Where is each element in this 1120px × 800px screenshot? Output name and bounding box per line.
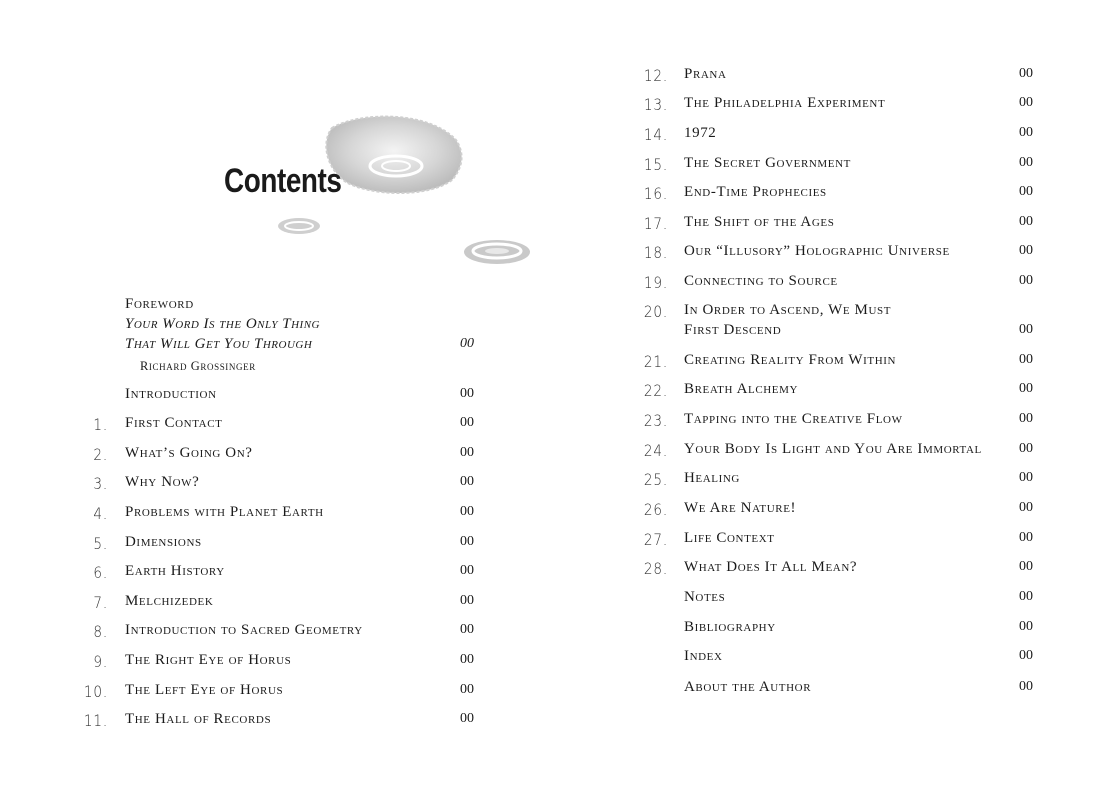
chapter-number: 4. xyxy=(93,504,108,523)
chapter-number: 6. xyxy=(93,563,108,582)
foreword-subtitle-line1: Your Word Is the Only Thing xyxy=(125,316,320,332)
page-number: 00 xyxy=(1019,619,1033,634)
page-number: 00 xyxy=(1019,273,1033,288)
chapter-title: Introduction xyxy=(125,386,217,402)
chapter-number: 27. xyxy=(643,530,668,549)
toc-entry xyxy=(560,184,1120,212)
page-number: 00 xyxy=(1019,381,1033,396)
page-number: 00 xyxy=(460,593,474,608)
chapter-number: 24. xyxy=(643,441,668,460)
chapter-number: 12. xyxy=(643,66,668,85)
chapter-title: First Contact xyxy=(125,415,223,431)
toc-entry xyxy=(560,500,1120,528)
chapter-title: Healing xyxy=(684,470,740,486)
toc-entry xyxy=(560,243,1120,271)
toc-entry xyxy=(560,648,1120,676)
page-number: 00 xyxy=(1019,470,1033,485)
page-number: 00 xyxy=(1019,352,1033,367)
chapter-number: 1. xyxy=(93,415,108,434)
chapter-number: 8. xyxy=(93,622,108,641)
toc-entry xyxy=(0,386,560,414)
chapter-number: 17. xyxy=(643,214,668,233)
chapter-title: The Secret Government xyxy=(684,155,851,171)
page-number: 00 xyxy=(460,682,474,697)
page-number: 00 xyxy=(460,622,474,637)
page-number: 00 xyxy=(460,386,474,401)
chapter-title: Tapping into the Creative Flow xyxy=(684,411,903,427)
chapter-number: 2. xyxy=(93,445,108,464)
chapter-title: Earth History xyxy=(125,563,225,579)
toc-entry xyxy=(560,352,1120,380)
page-number: 00 xyxy=(460,445,474,460)
toc-entry xyxy=(560,530,1120,558)
toc-entry xyxy=(0,563,560,591)
toc-entry xyxy=(560,95,1120,123)
chapter-number: 16. xyxy=(643,184,668,203)
right-page xyxy=(560,0,1120,800)
chapter-title: In Order to Ascend, We Must xyxy=(684,302,892,318)
chapter-title: Index xyxy=(684,648,723,664)
ufo-saucer-icon xyxy=(462,236,532,268)
chapter-title: The Philadelphia Experiment xyxy=(684,95,886,111)
chapter-number: 25. xyxy=(643,470,668,489)
chapter-title: The Right Eye of Horus xyxy=(125,652,292,668)
page-number: 00 xyxy=(1019,411,1033,426)
toc-entry xyxy=(560,125,1120,153)
page-number: 00 xyxy=(460,504,474,519)
chapter-number: 3. xyxy=(93,474,108,493)
page-number: 00 xyxy=(1019,530,1033,545)
chapter-title: The Left Eye of Horus xyxy=(125,682,284,698)
chapter-title: Bibliography xyxy=(684,619,776,635)
chapter-number: 5. xyxy=(93,534,108,553)
chapter-number: 14. xyxy=(643,125,668,144)
page-number: 00 xyxy=(1019,441,1033,456)
page-number: 00 xyxy=(1019,648,1033,663)
toc-entry xyxy=(0,474,560,502)
page-number: 00 xyxy=(1019,184,1033,199)
chapter-title: Life Context xyxy=(684,530,775,546)
chapter-title: Dimensions xyxy=(125,534,202,550)
page-number: 00 xyxy=(1019,322,1033,337)
chapter-number: 28. xyxy=(643,559,668,578)
toc-entry xyxy=(0,415,560,443)
page-number: 00 xyxy=(1019,500,1033,515)
page-number: 00 xyxy=(1019,155,1033,170)
page-title: Contents xyxy=(224,162,342,200)
page-number: 00 xyxy=(1019,589,1033,604)
foreword-author: Richard Grossinger xyxy=(140,359,256,373)
chapter-number: 23. xyxy=(643,411,668,430)
chapter-title: Problems with Planet Earth xyxy=(125,504,324,520)
toc-entry xyxy=(560,559,1120,587)
page-number: 00 xyxy=(460,563,474,578)
toc-entry xyxy=(0,682,560,710)
chapter-number: 7. xyxy=(93,593,108,612)
chapter-title: Notes xyxy=(684,589,726,605)
chapter-title-line2: First Descend xyxy=(684,322,782,338)
chapter-number: 13. xyxy=(643,95,668,114)
chapter-title: Creating Reality From Within xyxy=(684,352,897,368)
chapter-title: Connecting to Source xyxy=(684,273,838,289)
toc-entry xyxy=(0,622,560,650)
chapter-title: About the Author xyxy=(684,679,812,695)
chapter-title: What’s Going On? xyxy=(125,445,253,461)
toc-entry xyxy=(560,214,1120,242)
chapter-number: 22. xyxy=(643,381,668,400)
chapter-number: 20. xyxy=(643,302,668,321)
page-number: 00 xyxy=(460,711,474,726)
chapter-title: The Hall of Records xyxy=(125,711,272,727)
chapter-number: 21. xyxy=(643,352,668,371)
page-number: 00 xyxy=(1019,214,1033,229)
page-number: 00 xyxy=(460,652,474,667)
page-number: 00 xyxy=(460,474,474,489)
toc-entry xyxy=(0,593,560,621)
toc-entry xyxy=(560,155,1120,183)
chapter-title: Your Body Is Light and You Are Immortal xyxy=(684,441,982,457)
page-number: 00 xyxy=(1019,95,1033,110)
chapter-number: 15. xyxy=(643,155,668,174)
chapter-title: The Shift of the Ages xyxy=(684,214,835,230)
page-number: 00 xyxy=(1019,66,1033,81)
chapter-number: 10. xyxy=(83,682,108,701)
toc-entry xyxy=(0,534,560,562)
toc-entry xyxy=(560,302,1120,350)
toc-entry xyxy=(560,381,1120,409)
ufo-saucer-icon xyxy=(276,214,322,238)
chapter-title: Our “Illusory” Holographic Universe xyxy=(684,243,950,259)
toc-entry xyxy=(560,66,1120,94)
chapter-title: Breath Alchemy xyxy=(684,381,799,397)
page-number: 00 xyxy=(460,534,474,549)
toc-entry xyxy=(0,504,560,532)
toc-entry xyxy=(560,441,1120,469)
toc-entry xyxy=(0,652,560,680)
toc-entry xyxy=(560,589,1120,617)
foreword-label: Foreword xyxy=(125,296,194,312)
page-number: 00 xyxy=(1019,243,1033,258)
chapter-title: Introduction to Sacred Geometry xyxy=(125,622,363,638)
toc-entry xyxy=(560,273,1120,301)
foreword-page-number: 00 xyxy=(460,336,474,351)
chapter-number: 19. xyxy=(643,273,668,292)
chapter-title: Prana xyxy=(684,66,727,82)
toc-entry xyxy=(560,470,1120,498)
toc-entry xyxy=(560,679,1120,707)
chapter-number: 9. xyxy=(93,652,108,671)
chapter-title: What Does It All Mean? xyxy=(684,559,858,575)
page-number: 00 xyxy=(1019,679,1033,694)
chapter-title: We Are Nature! xyxy=(684,500,797,516)
foreword-subtitle-line2: That Will Get You Through xyxy=(125,336,313,352)
chapter-number: 26. xyxy=(643,500,668,519)
chapter-title: End-Time Prophecies xyxy=(684,184,827,200)
toc-entry xyxy=(0,711,560,739)
chapter-title: Melchizedek xyxy=(125,593,214,609)
chapter-number: 18. xyxy=(643,243,668,262)
chapter-number: 11. xyxy=(83,711,108,730)
page-number: 00 xyxy=(1019,559,1033,574)
page-number: 00 xyxy=(1019,125,1033,140)
toc-entry xyxy=(560,619,1120,647)
chapter-title: 1972 xyxy=(684,125,717,141)
toc-entry xyxy=(560,411,1120,439)
page-number: 00 xyxy=(460,415,474,430)
toc-entry xyxy=(0,445,560,473)
chapter-title: Why Now? xyxy=(125,474,200,490)
